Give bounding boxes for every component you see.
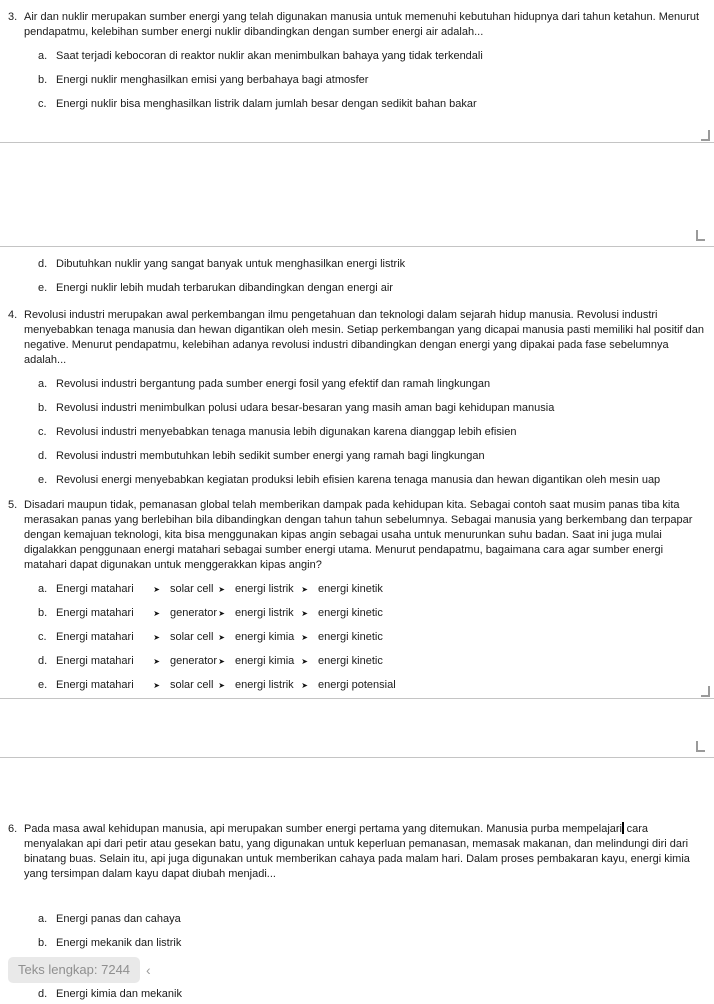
option-letter: d. <box>38 655 48 667</box>
flow-step: energi kimia <box>235 655 295 667</box>
option-row[interactable] <box>24 654 706 669</box>
arrow-right-icon: ➤ <box>218 681 225 690</box>
option-letter: d. <box>38 258 48 270</box>
flow-step: solar cell <box>170 679 214 691</box>
page-1-content <box>0 0 714 112</box>
option-letter: d. <box>38 988 48 1000</box>
flow-step: solar cell <box>170 631 214 643</box>
arrow-right-icon: ➤ <box>301 681 308 690</box>
arrow-right-icon: ➤ <box>218 657 225 666</box>
option-row[interactable] <box>24 73 706 88</box>
arrow-right-icon: ➤ <box>301 633 308 642</box>
page-2-content <box>0 247 714 693</box>
option-letter: a. <box>38 583 48 595</box>
option-row[interactable] <box>24 377 706 392</box>
flow-step: solar cell <box>170 583 214 595</box>
option-row[interactable] <box>24 630 706 645</box>
question-number: 4. <box>8 309 18 321</box>
question-4 <box>8 308 706 488</box>
question-body <box>24 247 706 296</box>
option-text: Energi mekanik dan listrik <box>56 937 182 949</box>
option-letter: e. <box>38 474 48 486</box>
option-letter: c. <box>38 426 47 438</box>
energy-flow-sequence <box>56 678 706 693</box>
option-letter: a. <box>38 378 48 390</box>
question-body <box>24 10 706 112</box>
arrow-right-icon: ➤ <box>153 585 160 594</box>
option-text: Saat terjadi kebocoran di reaktor nuklir akan menimbulkan bahaya yang tidak terkendali <box>56 50 483 62</box>
flow-step: energi kinetik <box>318 583 383 595</box>
option-letter: b. <box>38 402 48 414</box>
text-boundary-corner-icon <box>701 130 710 141</box>
text-boundary-corner-icon <box>696 230 705 241</box>
option-row[interactable] <box>24 49 706 64</box>
option-letter: a. <box>38 50 48 62</box>
energy-flow-sequence <box>56 606 706 621</box>
option-row[interactable] <box>24 912 706 927</box>
option-letter: e. <box>38 679 48 691</box>
option-row[interactable] <box>24 582 706 597</box>
question-text-after-cursor: cara menyalakan api dari petir atau gesekan batu, yang digunakan untuk keperluan pemanasan, memasak makanan, dan melindungi diri dari binatang buas. Selain itu, api juga digunakan untuk memberikan cahaya pada malam hari. Dalam proses pembakaran kayu, energi kimia yang tersimpan dalam kayu dapat diubah menjadi... <box>24 823 690 880</box>
option-row[interactable] <box>24 401 706 416</box>
question-text[interactable]: Disadari maupun tidak, pemanasan global telah memberikan dampak pada kehidupan kita. Sebagai contoh saat musim panas tiba kita merasakan panas yang berlebihan bila dibandingkan dengan tahun tahun sebelumnya. Sebagai manusia yang berkembang dan terpapar dengan kemajuan teknologi, kita bisa menggunakan kipas angin sebagai usaha untuk menurunkan suhu badan. Saat ini juga mulai digalakkan penggunaan energi matahari sebagai sumber energi utama. Menurut pendapatmu, bagaimana cara agar sumber energi matahari dapat digunakan untuk menggerakkan kipas angin? <box>24 499 693 571</box>
flow-step: Energi matahari <box>56 679 134 691</box>
option-text: Revolusi industri menyebabkan tenaga manusia lebih digunakan karena dianggap lebih efisien <box>56 426 517 438</box>
text-boundary-corner-icon <box>696 741 705 752</box>
arrow-right-icon: ➤ <box>153 633 160 642</box>
question-text[interactable]: Air dan nuklir merupakan sumber energi yang telah digunakan manusia untuk memenuhi kebutuhan hidupnya dari tahun ketahun. Menurut pendapatmu, kelebihan sumber energi nuklir dibandingkan dengan sumber energi air adalah... <box>24 11 700 38</box>
question-body <box>24 308 706 488</box>
question-number: 6. <box>8 823 18 835</box>
option-row[interactable] <box>24 281 706 296</box>
page-break <box>0 142 714 247</box>
energy-flow-sequence <box>56 630 706 645</box>
option-letter: c. <box>38 98 47 110</box>
arrow-right-icon: ➤ <box>153 681 160 690</box>
option-text: Energi kimia dan mekanik <box>56 988 182 1000</box>
option-letter: b. <box>38 607 48 619</box>
flow-step: Energi matahari <box>56 607 134 619</box>
text-length-widget <box>8 957 151 983</box>
option-letter: a. <box>38 913 48 925</box>
option-letter: b. <box>38 74 48 86</box>
question-body <box>24 498 706 693</box>
option-row[interactable] <box>24 97 706 112</box>
option-text: Energi panas dan cahaya <box>56 913 181 925</box>
question-3 <box>8 10 706 112</box>
option-row[interactable] <box>24 257 706 272</box>
arrow-right-icon: ➤ <box>301 609 308 618</box>
flow-step: Energi matahari <box>56 631 134 643</box>
question-text[interactable] <box>24 822 706 882</box>
option-row[interactable] <box>24 473 706 488</box>
text-length-label: Teks lengkap: 7244 <box>18 962 131 977</box>
option-letter: e. <box>38 282 48 294</box>
option-text: Revolusi industri menimbulkan polusi udara besar-besaran yang masih aman bagi kehidupan manusia <box>56 402 555 414</box>
arrow-right-icon: ➤ <box>153 609 160 618</box>
flow-step: energi potensial <box>318 679 396 691</box>
option-text: Revolusi industri membutuhkan lebih sedikit sumber energi yang ramah bagi lingkungan <box>56 450 485 462</box>
question-number: 5. <box>8 499 18 511</box>
question-text-before-cursor: Pada masa awal kehidupan manusia, api merupakan sumber energi pertama yang ditemukan. Manusia purba mempelajari <box>24 823 623 835</box>
question-text[interactable]: Revolusi industri merupakan awal perkembangan ilmu pengetahuan dan teknologi dalam sejarah hidup manusia. Revolusi industri menyebabkan tenaga manusia dan hewan digantikan oleh mesin. Setiap perkembangan yang dicapai manusia pasti memiliki hal positif dan negative. Menurut pendapatmu, kelebihan adanya revolusi industri dibandingkan dengan energi yang dipakai pada fase sebelumnya adalah... <box>24 309 704 366</box>
energy-flow-sequence <box>56 654 706 669</box>
option-row[interactable] <box>24 678 706 693</box>
option-row[interactable] <box>24 449 706 464</box>
energy-flow-sequence <box>56 582 706 597</box>
flow-step: Energi matahari <box>56 655 134 667</box>
arrow-right-icon: ➤ <box>301 657 308 666</box>
option-row[interactable] <box>24 606 706 621</box>
option-row[interactable] <box>24 936 706 951</box>
chevron-left-icon[interactable]: ‹ <box>146 962 151 978</box>
text-length-badge[interactable] <box>8 957 140 983</box>
flow-step: Energi matahari <box>56 583 134 595</box>
option-letter: d. <box>38 450 48 462</box>
arrow-right-icon: ➤ <box>218 609 225 618</box>
option-text: Energi nuklir menghasilkan emisi yang berbahaya bagi atmosfer <box>56 74 369 86</box>
arrow-right-icon: ➤ <box>218 585 225 594</box>
arrow-right-icon: ➤ <box>153 657 160 666</box>
text-boundary-corner-icon <box>701 686 710 697</box>
arrow-right-icon: ➤ <box>218 633 225 642</box>
option-text: Revolusi industri bergantung pada sumber energi fosil yang efektif dan ramah lingkungan <box>56 378 491 390</box>
flow-step: generator <box>170 655 218 667</box>
question-number: 3. <box>8 11 18 23</box>
flow-step: energi kinetic <box>318 607 383 619</box>
option-row[interactable] <box>24 987 706 1002</box>
flow-step: energi kinetic <box>318 655 383 667</box>
flow-step: energi listrik <box>235 583 294 595</box>
flow-step: energi listrik <box>235 679 294 691</box>
question-5 <box>8 498 706 693</box>
arrow-right-icon: ➤ <box>301 585 308 594</box>
flow-step: energi listrik <box>235 607 294 619</box>
flow-step: energi kinetic <box>318 631 383 643</box>
question-number <box>8 247 24 296</box>
option-text: Revolusi energi menyebabkan kegiatan produksi lebih efisien karena tenaga manusia dan hewan digantikan oleh mesin uap <box>56 474 661 486</box>
question-3-continued <box>8 247 706 296</box>
option-text: Energi nuklir bisa menghasilkan listrik dalam jumlah besar dengan sedikit bahan bakar <box>56 98 477 110</box>
flow-step: generator <box>170 607 218 619</box>
page-break <box>0 698 714 758</box>
option-row[interactable] <box>24 425 706 440</box>
option-text: Energi nuklir lebih mudah terbarukan dibandingkan dengan energi air <box>56 282 393 294</box>
option-letter: b. <box>38 937 48 949</box>
flow-step: energi kimia <box>235 631 295 643</box>
option-text: Dibutuhkan nuklir yang sangat banyak untuk menghasilkan energi listrik <box>56 258 406 270</box>
option-letter: c. <box>38 631 47 643</box>
